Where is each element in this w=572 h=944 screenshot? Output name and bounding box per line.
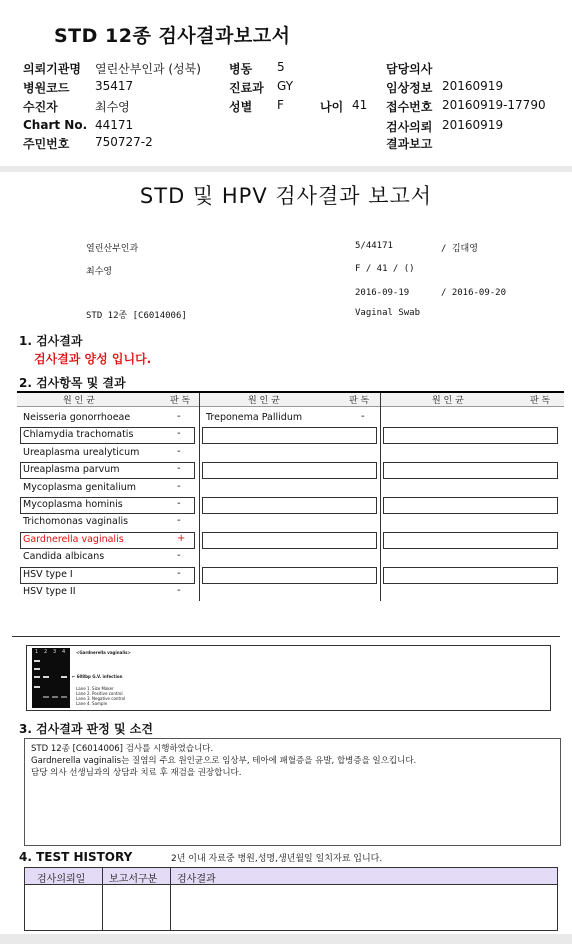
section1-title: 1. 검사결과 (19, 334, 83, 348)
gel-band (34, 660, 40, 662)
dept-label: 진료과 (229, 81, 264, 95)
result-row-box (202, 497, 377, 514)
ward-label: 병동 (229, 62, 253, 76)
result-row-box (202, 427, 377, 444)
clinical-info-value: 20160919 (442, 79, 504, 93)
gel-band (34, 676, 40, 678)
section4-title: 4. TEST HISTORY (19, 850, 133, 864)
receipt-value: 20160919-17790 (442, 98, 546, 112)
history-table-header (25, 868, 557, 885)
col2-pathogen-header: 원 인 균 (248, 396, 280, 406)
result-row-box (383, 462, 558, 479)
gel-band (43, 696, 49, 698)
age-value: 41 (352, 98, 368, 112)
pathogen-name: Gardnerella vaginalis (23, 533, 124, 545)
col1-pathogen-header: 원 인 균 (63, 396, 95, 406)
sex-value: F (277, 98, 284, 112)
pathogen-name: HSV type II (23, 586, 76, 597)
result-row-box (383, 532, 558, 549)
pathogen-result: - (361, 411, 365, 422)
pathogen-result: - (177, 585, 181, 596)
pathogen-name: HSV type I (23, 568, 73, 580)
gel-band (61, 696, 67, 698)
request-value: 20160919 (442, 118, 504, 132)
info-doctor: / 김대영 (441, 244, 478, 254)
pathogen-result: - (177, 463, 181, 475)
gel-legend-1: Lane 1. Size Maker (76, 686, 114, 691)
chart-value: 44171 (95, 118, 134, 132)
gel-caption-title: <Gardnerella vaginalis> (76, 650, 131, 655)
pathogen-result: + (177, 532, 186, 544)
col2-judge-header: 판 독 (349, 396, 370, 406)
request-label: 검사의뢰 (386, 120, 433, 134)
clinic-label: 의뢰기관명 (23, 62, 81, 76)
result-row-box (202, 567, 377, 584)
report-title: STD 및 HPV 검사결과 보고서 (139, 184, 433, 208)
receipt-label: 접수번호 (386, 100, 433, 114)
section2-title: 2. 검사항목 및 결과 (19, 376, 126, 390)
history-note: 2년 이내 자료중 병원,성명,생년월일 일치자료 입니다. (171, 854, 383, 864)
opinion-line-1: STD 12종 [C6014006] 검사를 시행하였습니다. (31, 744, 214, 754)
pathogen-name: Candida albicans (23, 551, 105, 563)
gel-caption-band: ← 608bp G.V. infection (72, 674, 123, 679)
gel-legend-4: Lane 4. Sample (76, 701, 108, 706)
pathogen-result: - (177, 498, 181, 509)
gel-image (32, 648, 70, 708)
gel-band (34, 686, 40, 688)
section-divider (0, 166, 572, 172)
section3-title: 3. 검사결과 판정 및 소견 (19, 722, 153, 736)
info-test: STD 12종 [C6014006] (86, 311, 187, 321)
history-col-report-type: 보고서구분 (109, 874, 158, 885)
lane-number-1: 1 (35, 649, 39, 655)
gel-band (34, 668, 40, 670)
dept-value: GY (277, 79, 294, 93)
report-label: 결과보고 (386, 137, 433, 151)
info-sex-age: F / 41 / () (355, 264, 415, 274)
info-ward-doctor: 5/44171 (355, 241, 393, 251)
pathogen-name: Trichomonas vaginalis (23, 516, 129, 528)
opinion-line-3: 담당 의사 선생님과의 상담과 치료 후 재검을 권장합니다. (31, 768, 242, 778)
sex-label: 성별 (229, 100, 253, 114)
ward-value: 5 (277, 60, 285, 74)
lane-number-2: 2 (44, 649, 48, 655)
grid-divider-2 (380, 393, 381, 601)
pathogen-result: - (177, 550, 181, 562)
gel-legend-3: Lane 3. Negative control (76, 696, 126, 701)
report-header (0, 0, 572, 166)
pathogen-name: Ureaplasma parvum (23, 464, 120, 476)
gel-band (43, 676, 49, 678)
pathogen-name: Mycoplasma hominis (23, 499, 123, 510)
chart-label: Chart No. (23, 118, 88, 132)
clinic-value: 열린산부인과 (성북) (95, 62, 201, 76)
grid-header-bg (17, 393, 564, 407)
clinical-info-label: 임상정보 (386, 81, 433, 95)
result-row-box (202, 462, 377, 479)
pathogen-name: Mycoplasma genitalium (23, 481, 137, 493)
hospital-code-value: 35417 (95, 79, 134, 93)
gel-band (52, 696, 58, 698)
result-row-box (383, 427, 558, 444)
pathogen-result: - (177, 515, 181, 527)
history-col-divider (102, 868, 103, 930)
opinion-line-2: Gardnerella vaginalis는 질염의 주요 원인균으로 임상부, 테아에 패혈증을 유발, 합병증을 일으킵니다. (31, 756, 417, 766)
hospital-code-label: 병원코드 (23, 81, 70, 95)
gel-band (61, 676, 67, 678)
pathogen-name: Treponema Pallidum (206, 412, 303, 423)
info-date-from: 2016-09-19 (355, 288, 410, 298)
result-row-box (383, 567, 558, 584)
gel-top-rule (12, 636, 560, 637)
result-row-box (202, 532, 377, 549)
pathogen-result: - (177, 445, 181, 457)
pathogen-result: - (177, 411, 181, 422)
history-table (24, 867, 558, 931)
header-title: STD 12종 검사결과보고서 (54, 25, 291, 47)
info-date-to: / 2016-09-20 (441, 288, 507, 298)
lane-number-4: 4 (62, 649, 66, 655)
pathogen-name: Chlamydia trachomatis (23, 429, 134, 441)
result-row-box (383, 497, 558, 514)
pathogen-name: Neisseria gonorrhoeae (23, 412, 131, 423)
doctor-label: 담당의사 (386, 62, 433, 76)
patient-label: 수진자 (23, 100, 58, 114)
bottom-band (0, 934, 572, 944)
gel-legend-2: Lane 2. Positive control (76, 691, 123, 696)
col3-judge-header: 판 독 (530, 396, 551, 406)
history-col-divider (170, 868, 171, 930)
info-clinic: 열린산부인과 (86, 244, 139, 254)
patient-value: 최수영 (95, 100, 130, 114)
pathogen-result: - (177, 480, 181, 492)
pathogen-name: Ureaplasma urealyticum (23, 446, 140, 458)
pathogen-result: - (177, 428, 181, 440)
col3-pathogen-header: 원 인 균 (432, 396, 464, 406)
pathogen-result: - (177, 567, 181, 579)
result-positive-text: 검사결과 양성 입니다. (34, 352, 152, 366)
age-label: 나이 (320, 100, 344, 114)
info-specimen: Vaginal Swab (355, 308, 421, 318)
rrn-value: 750727-2 (95, 135, 153, 149)
rrn-label: 주민번호 (23, 137, 70, 151)
col1-judge-header: 판 독 (170, 396, 191, 406)
info-patient: 최수영 (86, 267, 113, 277)
history-col-result: 검사결과 (177, 874, 216, 885)
grid-divider-1 (199, 393, 200, 601)
history-col-request-date: 검사의뢰일 (37, 874, 86, 885)
lane-number-3: 3 (53, 649, 57, 655)
